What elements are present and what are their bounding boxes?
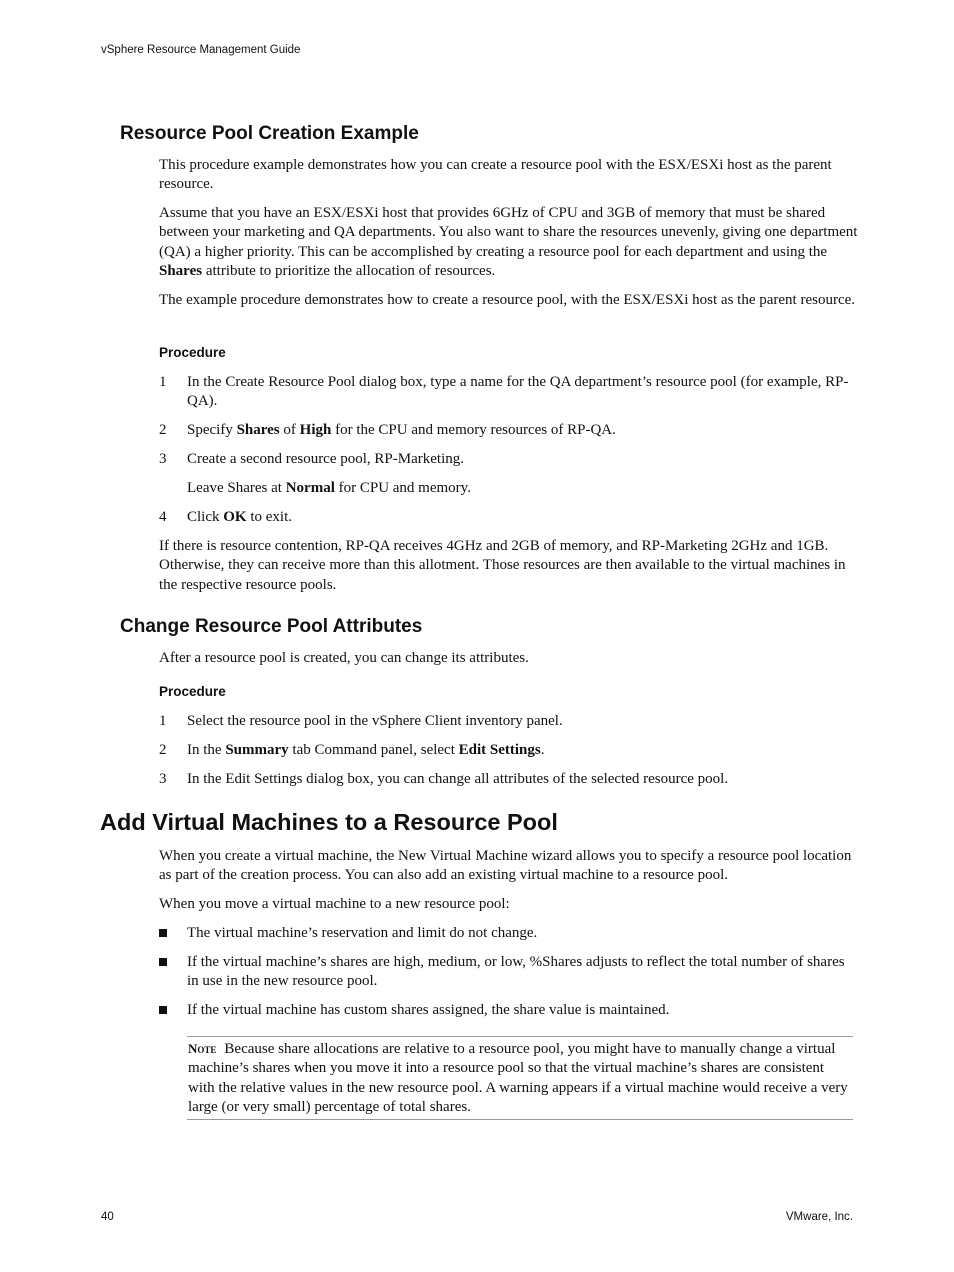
paragraph: The example procedure demonstrates how to create a resource pool, with the ESX/ESXi host as the parent resource. [159,292,856,308]
step-text: Select the resource pool in the vSphere Client inventory panel. [187,713,563,729]
bullet-square-icon [159,1006,167,1014]
step-number: 3 [159,451,167,467]
footer-company: VMware, Inc. [785,1211,853,1223]
step-number: 3 [159,771,167,787]
bullet-text: The virtual machine’s reservation and limit do not change. [187,925,538,941]
running-header: vSphere Resource Management Guide [101,44,301,56]
step-text: Create a second resource pool, RP-Marketing. [187,451,464,467]
bullet-square-icon [159,958,167,966]
paragraph: Assume that you have an ESX/ESXi host that provides 6GHz of CPU and 3GB of memory that must be shared between your marketing and QA departments. You also want to share the resources unevenly, giving one department (QA) a higher priority. This can be accomplished by creating a resource pool for each department and using the Shares attribute to prioritize the allocation of resources. [159,205,858,280]
paragraph: This procedure example demonstrates how you can create a resource pool with the ESX/ESXi host as the parent resource. [159,157,832,193]
page-number: 40 [101,1211,114,1223]
paragraph: If there is resource contention, RP-QA receives 4GHz and 2GB of memory, and RP-Marketing 2GHz and 1GB. Otherwise, they can receive more than this allotment. Those resources are then available to the virtual machines in the respective resource pools. [159,538,846,593]
note-box [187,1036,853,1120]
note-body [188,1039,854,1118]
step-number: 2 [159,742,167,758]
note-text: Because share allocations are relative to a resource pool, you might have to manually change a virtual machine’s shares when you move it into a resource pool so that the virtual machine’s shares are consistent with the relative values in the new resource pool. A warning appears if a virtual machine would receive a very large (or very small) percentage of total shares. [188,1041,848,1116]
shares-term: Shares [159,263,203,280]
bullet-square-icon [159,929,167,937]
bullet-text: If the virtual machine has custom shares assigned, the share value is maintained. [187,1002,670,1018]
step-number: 1 [159,713,167,729]
step-text: In the Create Resource Pool dialog box, type a name for the QA department’s resource pool (for example, RP-QA). [187,374,849,410]
chapter-heading-add-virtual-machines: Add Virtual Machines to a Resource Pool [100,809,558,835]
step-number: 4 [159,509,167,525]
step-text: In the Summary tab Command panel, select Edit Settings. [187,742,545,758]
step-subtext: Leave Shares at Normal for CPU and memory. [187,480,471,496]
procedure-label: Procedure [159,345,226,360]
section-heading-resource-pool-creation-example: Resource Pool Creation Example [120,123,419,144]
section-heading-change-resource-pool-attributes: Change Resource Pool Attributes [120,616,423,637]
step-text: Click OK to exit. [187,509,293,525]
procedure-label: Procedure [159,684,226,699]
paragraph: When you create a virtual machine, the New Virtual Machine wizard allows you to specify a resource pool location as part of the creation process. You can also add an existing virtual machine to a resource pool. [159,848,852,884]
step-text: In the Edit Settings dialog box, you can change all attributes of the selected resource pool. [187,771,729,787]
step-number: 1 [159,374,167,390]
step-number: 2 [159,422,167,438]
note-label: Note [188,1041,217,1056]
paragraph: After a resource pool is created, you can change its attributes. [159,650,529,666]
step-text: Specify Shares of High for the CPU and memory resources of RP-QA. [187,422,616,438]
paragraph: When you move a virtual machine to a new resource pool: [159,896,510,912]
bullet-text: If the virtual machine’s shares are high, medium, or low, %Shares adjusts to reflect the total number of shares in use in the new resource pool. [187,954,845,990]
